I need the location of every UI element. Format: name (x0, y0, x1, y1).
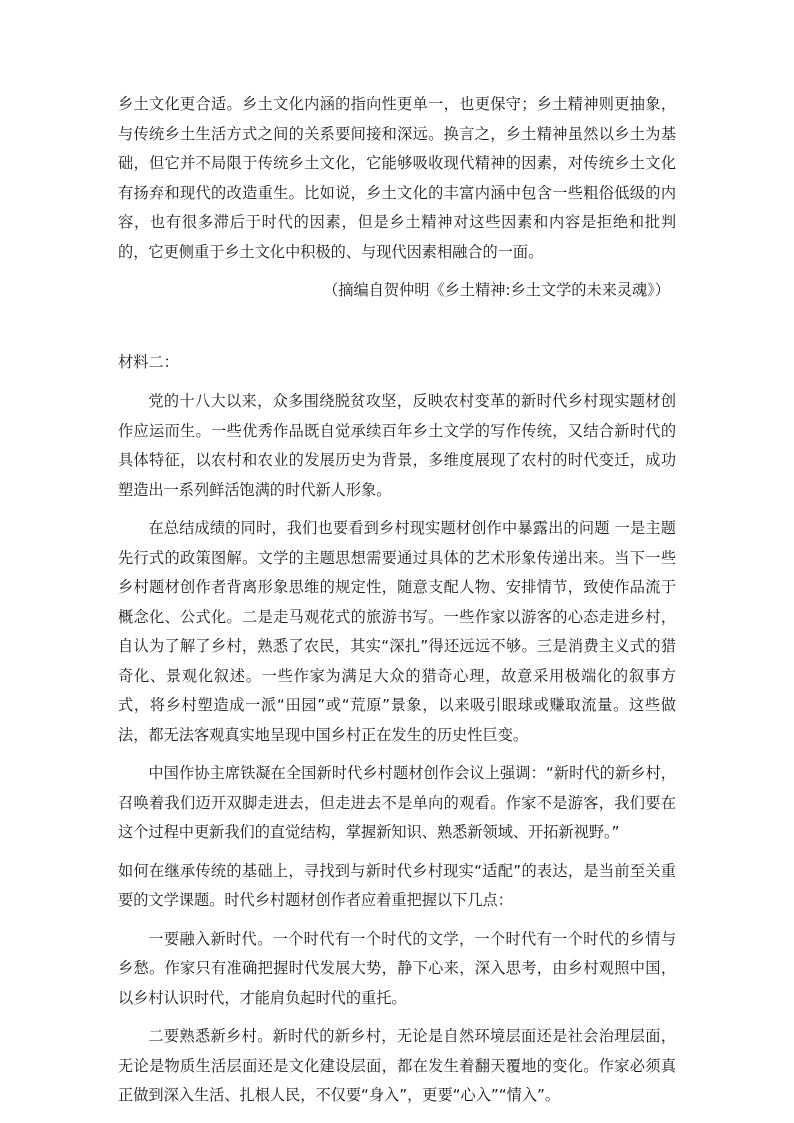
paragraph-material2-3: 中国作协主席铁凝在全国新时代乡村题材创作会议上强调：“新时代的新乡村，召唤着我们迈开双脚走进去，但走进去不是单向的观看。作家不是游客，我们要在这个过程中更新我们的直觉结构，掌握新知识、熟悉新领域、开拓新视野。” (118, 764, 676, 841)
paragraph-material2-1: 党的十八大以来，众多围绕脱贫攻坚，反映农村变革的新时代乡村现实题材创作应运而生。一些优秀作品既自觉承续百年乡土文学的写作传统，又结合新时代的具体特征，以农村和农业的发展历史为背景，多维度展现了农村的时代变迁，成功塑造出一系列鲜活饱满的时代新人形象。 (118, 392, 676, 499)
paragraph-continuation: 乡土文化更合适。乡土文化内涵的指向性更单一，也更保守；乡土精神则更抽象，与传统乡土生活方式之间的关系要间接和深远。换言之，乡土精神虽然以乡土为基础，但它并不局限于传统乡土文化，它能够吸收现代精神的因素，对传统乡土文化有扬弃和现代的改造重生。比如说，乡土文化的丰富内涵中包含一些粗俗低级的内容，也有很多滞后于时代的因素，但是乡土精神对这些因素和内容是拒绝和批判的，它更侧重于乡土文化中积极的、与现代因素相融合的一面。 (118, 95, 676, 261)
paragraph-point-1: 一要融入新时代。一个时代有一个时代的文学，一个时代有一个时代的乡情与乡愁。作家只有准确把握时代发展大势，静下心来，深入思考，由乡村观照中国，以乡村认识时代，才能肩负起时代的重托。 (118, 929, 676, 1007)
paragraph-point-2: 二要熟悉新乡村。新时代的新乡村，无论是自然环境层面还是社会治理层面，无论是物质生活层面还是文化建设层面，都在发生着翻天覆地的变化。作家必须真正做到深入生活、扎根人民，不仅要“身入”，更要“心入”“情入”。 (118, 1027, 676, 1104)
paragraph-material2-4: 如何在继承传统的基础上，寻找到与新时代乡村现实“适配”的表达，是当前至关重要的文学课题。时代乡村题材创作者应着重把握以下几点： (118, 861, 676, 909)
citation: （摘编自贺仲明《乡土精神:乡土文学的未来灵魂》） (323, 281, 670, 299)
section-label-material-two: 材料二： (118, 352, 179, 371)
paragraph-material2-2: 在总结成绩的同时，我们也要看到乡村现实题材创作中暴露出的问题 一是主题先行式的政策图解。文学的主题思想需要通过具体的艺术形象传递出来。当下一些乡村题材创作者背离形象思维的规定性，随意支配人物、安排情节，致使作品流于概念化、公式化。二是走马观花式的旅游书写。一些作家以游客的心态走进乡村，自认为了解了乡村，熟悉了农民，其实“深扎”得还远远不够。三是消费主义式的猎奇化、景观化叙述。一些作家为满足大众的猎奇心理，故意采用极端化的叙事方式，将乡村塑造成一派“田园”或“荒原”景象，以来吸引眼球或赚取流量。这些做法，都无法客观真实地呈现中国乡村正在发生的历史性巨变。 (118, 519, 676, 744)
